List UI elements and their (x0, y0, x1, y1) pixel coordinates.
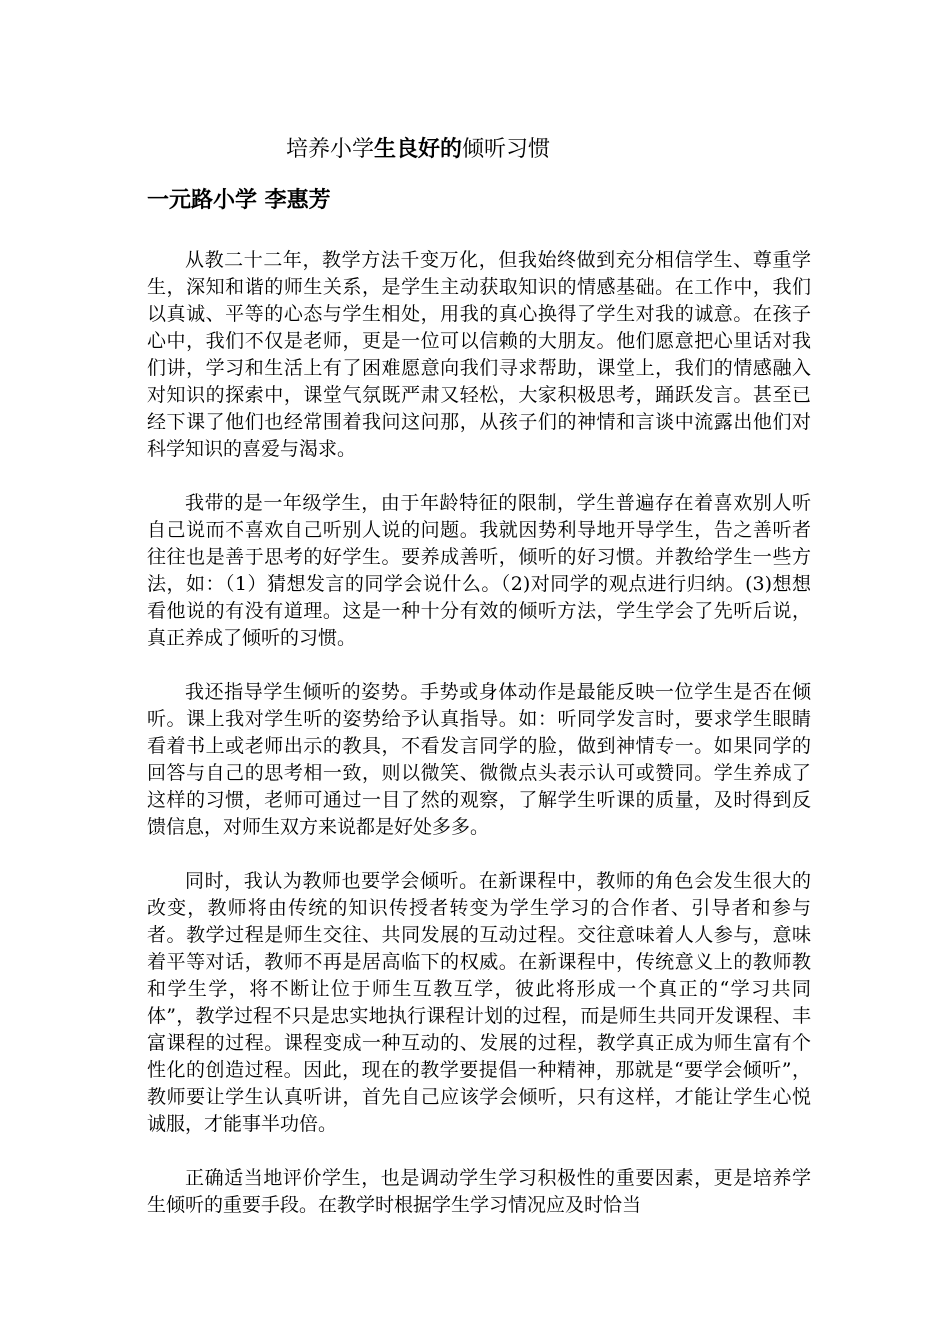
author-line: 一元路小学 李惠芳 (147, 187, 331, 213)
title-part-2-bold: 生良好的 (374, 136, 463, 162)
paragraph-2: 我带的是一年级学生，由于年龄特征的限制，学生普遍存在着喜欢别人听自己说而不喜欢自己听别人说的问题。我就因势利导地开导学生，告之善听者往往也是善于思考的好学生。要养成善听，倾听的好习惯。并教给学生一些方法，如：（1）猜想发言的同学会说什么。（2)对同学的观点进行归纳。(3)想想看他说的有没有道理。这是一种十分有效的倾听方法，学生学会了先听后说，真正养成了倾听的习惯。 (147, 492, 811, 649)
title-part-3: 倾听习惯 (462, 137, 551, 162)
paragraph-1: 从教二十二年，教学方法千变万化，但我始终做到充分相信学生、尊重学生，深知和谐的师生关系，是学生主动获取知识的情感基础。在工作中，我们以真诚、平等的心态与学生相处，用我的真心换得了学生对我的诚意。在孩子心中，我们不仅是老师，更是一位可以信赖的大朋友。他们愿意把心里话对我们讲，学习和生活上有了困难愿意向我们寻求帮助，课堂上，我们的情感融入对知识的探索中，课堂气氛既严肃又轻松，大家积极思考，踊跃发言。甚至已经下课了他们也经常围着我问这问那，从孩子们的神情和言谈中流露出他们对科学知识的喜爱与渴求。 (147, 249, 811, 460)
document-title (286, 134, 766, 165)
paragraph-5: 正确适当地评价学生，也是调动学生学习积极性的重要因素，更是培养学生倾听的重要手段。在教学时根据学生学习情况应及时恰当 (147, 1167, 811, 1216)
title-part-1: 培养小学 (286, 137, 375, 162)
paragraph-3: 我还指导学生倾听的姿势。手势或身体动作是最能反映一位学生是否在倾听。课上我对学生听的姿势给予认真指导。如：听同学发言时，要求学生眼睛看着书上或老师出示的教具，不看发言同学的脸，做到神情专一。如果同学的回答与自己的思考相一致，则以微笑、微微点头表示认可或赞同。学生养成了这样的习惯，老师可通过一目了然的观察，了解学生听课的质量，及时得到反馈信息，对师生双方来说都是好处多多。 (147, 681, 811, 838)
paragraph-4: 同时，我认为教师也要学会倾听。在新课程中，教师的角色会发生很大的改变，教师将由传统的知识传授者转变为学生学习的合作者、引导者和参与者。教学过程是师生交往、共同发展的互动过程。交往意味着人人参与，意味着平等对话，教师不再是居高临下的权威。在新课程中，传统意义上的教师教和学生学，将不断让位于师生互教互学，彼此将形成一个真正的“学习共同体”，教学过程不只是忠实地执行课程计划的过程，而是师生共同开发课程、丰富课程的过程。课程变成一种互动的、发展的过程，教学真正成为师生富有个性化的创造过程。因此，现在的教学要提倡一种精神，那就是“要学会倾听”，教师要让学生认真听讲，首先自己应该学会倾听，只有这样，才能让学生心悦诚服，才能事半功倍。 (147, 870, 811, 1135)
document-body (147, 247, 811, 1246)
